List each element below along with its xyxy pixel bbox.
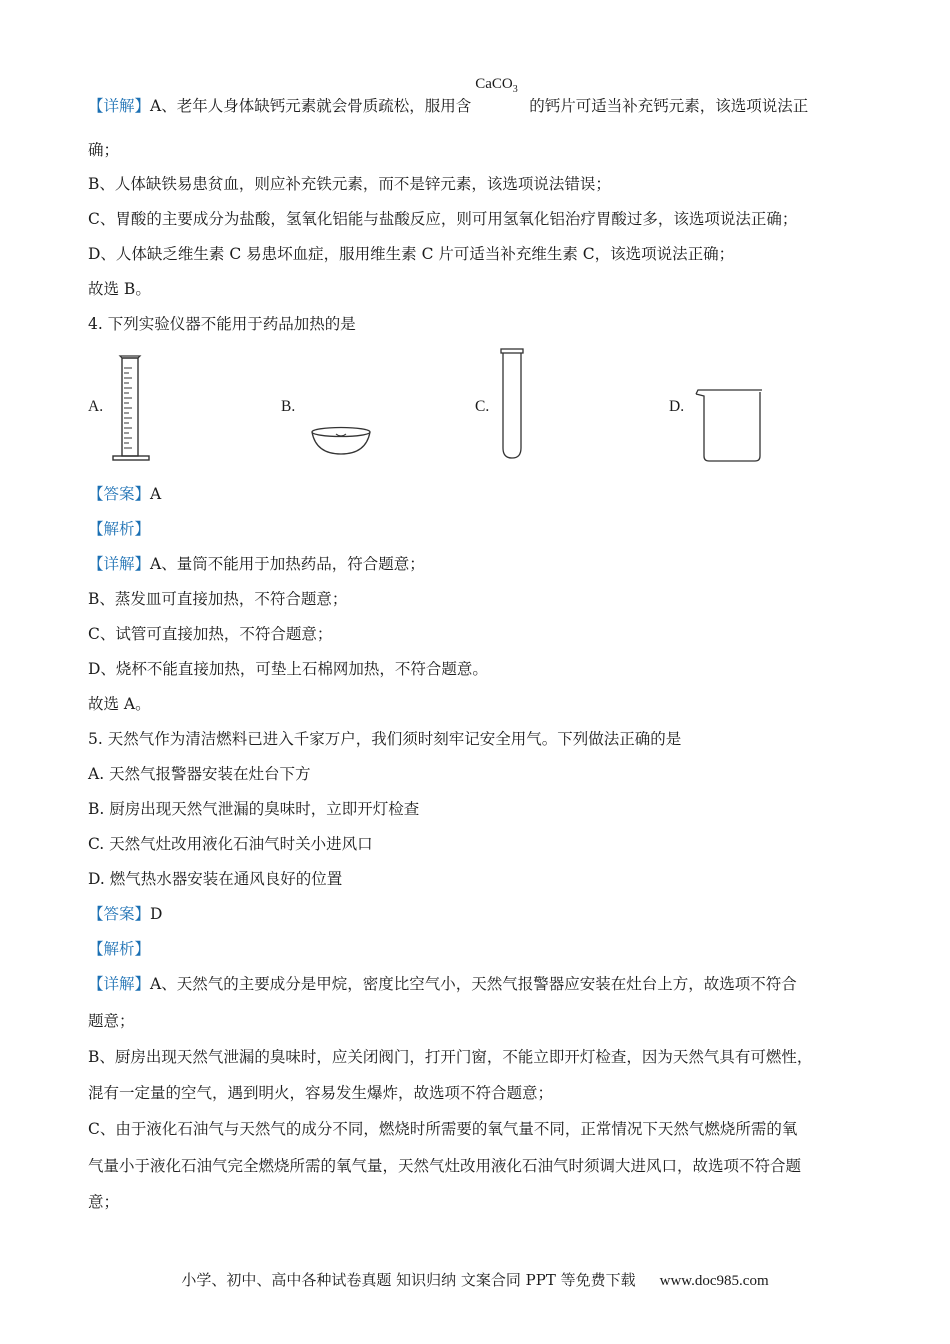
q5-option-b: B. 厨房出现天然气泄漏的臭味时，立即开灯检查: [88, 800, 420, 818]
q3-detail-a-line: [88, 76, 809, 117]
caco3-formula: [471, 76, 529, 111]
q5-answer-value: D: [150, 905, 163, 923]
q4-question: 4. 下列实验仪器不能用于药品加热的是: [88, 315, 356, 333]
q4-detail-a: [88, 553, 425, 575]
q3-detail-b: B、人体缺铁易患贫血，则应补充铁元素，而不是锌元素，该选项说法错误；: [88, 175, 611, 193]
q3-detail-a-text2: 的钙片可适当补充钙元素，该选项说法正: [529, 97, 809, 115]
evaporating-dish-icon: [308, 424, 374, 458]
formula-main: CaCO: [475, 76, 513, 92]
q5-detail-c-end: 意；: [88, 1193, 120, 1211]
page-footer: [0, 1269, 950, 1290]
q5-question: 5. 天然气作为清洁燃料已进入千家万户，我们须时刻牢记安全用气。下列做法正确的是: [88, 730, 682, 748]
q3-detail-d: D、人体缺乏维生素 C 易患坏血症，服用维生素 C 片可适当补充维生素 C，该选项说法正确；: [88, 245, 735, 263]
q3-conclusion: 故选 B。: [88, 280, 151, 298]
q5-analysis-tag: 【解析】: [88, 940, 151, 958]
q4-option-a-label: A.: [88, 398, 104, 415]
q4-answer: [88, 483, 161, 505]
beaker-icon: [692, 386, 764, 464]
answer-tag: 【答案】: [88, 485, 151, 503]
q4-detail-c: C、试管可直接加热，不符合题意；: [88, 625, 333, 643]
q3-detail-a-cont: 确；: [88, 141, 120, 159]
answer-tag: 【答案】: [88, 905, 151, 923]
q5-detail-b: B、厨房出现天然气泄漏的臭味时，应关闭阀门，打开门窗，不能立即开灯检查，因为天然气具有可燃性，: [88, 1048, 813, 1066]
q5-answer: [88, 903, 162, 925]
detail-tag: 【详解】: [88, 555, 151, 573]
q5-option-a: A. 天然气报警器安装在灶台下方: [88, 765, 311, 783]
q5-detail-b-cont: 混有一定量的空气，遇到明火，容易发生爆炸，故选项不符合题意；: [88, 1084, 554, 1102]
q4-analysis-tag: 【解析】: [88, 520, 151, 538]
q3-detail-c: C、胃酸的主要成分为盐酸，氢氧化铝能与盐酸反应，则可用氢氧化铝治疗胃酸过多，该选项说法正确；: [88, 210, 798, 228]
footer-url[interactable]: www.doc985.com: [659, 1273, 769, 1289]
q5-detail-a: [88, 973, 797, 995]
q4-option-c-label: C.: [475, 398, 490, 415]
detail-tag: 【详解】: [88, 97, 151, 115]
q5-detail-c: C、由于液化石油气与天然气的成分不同，燃烧时所需要的氧气量不同，正常情况下天然气燃烧所需的氧: [88, 1120, 798, 1138]
q4-option-b-label: B.: [281, 398, 296, 415]
q4-detail-d: D、烧杯不能直接加热，可垫上石棉网加热，不符合题意。: [88, 660, 488, 678]
q5-option-c: C. 天然气灶改用液化石油气时关小进风口: [88, 835, 373, 853]
q5-detail-a-text: A、天然气的主要成分是甲烷，密度比空气小，天然气报警器应安装在灶台上方，故选项不符合: [150, 975, 797, 993]
q4-detail-a-text: A、量筒不能用于加热药品，符合题意；: [150, 555, 425, 573]
detail-tag: 【详解】: [88, 975, 151, 993]
q5-detail-c-cont: 气量小于液化石油气完全燃烧所需的氧气量，天然气灶改用液化石油气时须调大进风口，故选项不符合题: [88, 1157, 802, 1175]
test-tube-icon: [498, 346, 526, 462]
q4-detail-b: B、蒸发皿可直接加热，不符合题意；: [88, 590, 348, 608]
formula-sub: 3: [512, 84, 518, 95]
q4-option-d-label: D.: [669, 398, 685, 415]
q4-conclusion: 故选 A。: [88, 695, 151, 713]
q3-detail-a-text1: A、老年人身体缺钙元素就会骨质疏松，服用含: [150, 97, 472, 115]
q5-detail-a-cont: 题意；: [88, 1012, 135, 1030]
q4-answer-value: A: [150, 485, 162, 503]
graduated-cylinder-icon: [110, 354, 154, 464]
q5-option-d: D. 燃气热水器安装在通风良好的位置: [88, 870, 343, 888]
footer-text: 小学、初中、高中各种试卷真题 知识归纳 文案合同 PPT 等免费下载: [181, 1271, 636, 1289]
